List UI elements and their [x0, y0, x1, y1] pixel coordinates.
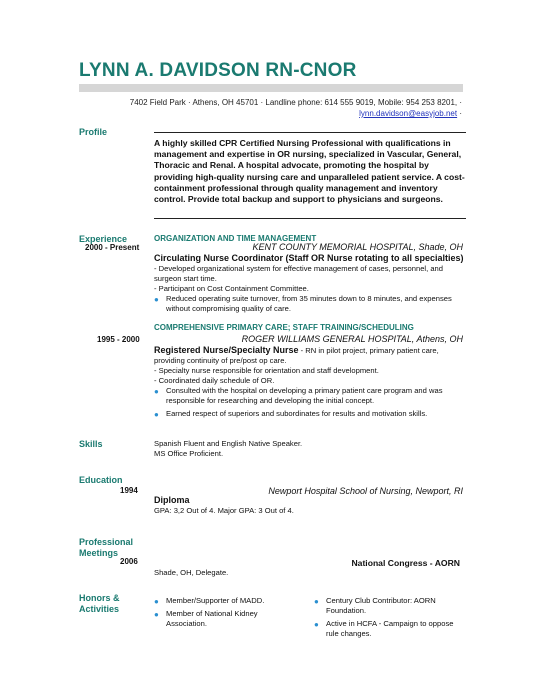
job-line: - Specialty nurse responsible for orientation and staff development.	[154, 366, 379, 375]
skills-heading: Skills	[79, 439, 103, 449]
job-line: - Coordinated daily schedule of OR.	[154, 376, 275, 385]
job-line: - Participant on Cost Containment Committee.	[154, 284, 309, 293]
meeting-date: 2006	[120, 557, 138, 566]
contact-block	[130, 97, 462, 119]
meeting-detail: Shade, OH, Delegate.	[154, 568, 229, 577]
bullet-icon: ●	[154, 410, 159, 419]
list-item: ● Consulted with the hospital on developing a primary patient care program and was responsible for researching and developing the initial concept.	[154, 386, 443, 405]
skills-text	[154, 439, 466, 459]
education-date: 1994	[120, 486, 138, 495]
list-item: ● Member/Supporter of MADD.	[154, 596, 265, 606]
profile-top-rule	[154, 132, 466, 133]
contact-line: 7402 Field Park · Athens, OH 45701 · Landline phone: 614 555 9019, Mobile: 954 253 8201, ·	[129, 98, 462, 107]
job-title: Registered Nurse/Specialty Nurse	[154, 345, 299, 355]
header-bar	[79, 84, 463, 92]
bullet-icon: ●	[154, 387, 159, 396]
bullet-icon: ●	[154, 610, 159, 619]
skill-line: Spanish Fluent and English Native Speaker.	[154, 439, 303, 448]
meeting-event: National Congress - AORN	[351, 558, 460, 568]
education-heading: Education	[79, 475, 123, 485]
list-item: ● Century Club Contributor: AORN Foundation.	[314, 596, 436, 615]
job-description	[154, 264, 466, 294]
honors-heading: Honors & Activities	[79, 593, 120, 614]
degree: Diploma	[154, 495, 190, 505]
bullet-icon: ●	[314, 620, 319, 629]
list-item: ● Member of National Kidney Association.	[154, 609, 258, 628]
job-bullets	[154, 386, 466, 422]
school-name: Newport Hospital School of Nursing, Newport, RI	[268, 486, 463, 496]
job-date: 2000 - Present	[85, 243, 140, 252]
honors-right-list	[314, 596, 464, 642]
job-bullets	[154, 294, 466, 317]
job-category: COMPREHENSIVE PRIMARY CARE; STAFF TRAINING/SCHEDULING	[154, 323, 414, 332]
email-link[interactable]: lynn.davidson@easyjob.net	[359, 109, 458, 118]
candidate-name: LYNN A. DAVIDSON RN-CNOR	[79, 60, 357, 81]
gpa: GPA: 3,2 Out of 4. Major GPA: 3 Out of 4.	[154, 506, 294, 515]
honors-left-list	[154, 596, 299, 632]
bullet-icon: ●	[154, 597, 159, 606]
list-item: ● Earned respect of superiors and subordinates for results and motivation skills.	[154, 409, 428, 419]
email-suffix: ·	[457, 109, 462, 118]
job-title: Circulating Nurse Coordinator (Staff OR Nurse rotating to all specialties)	[154, 253, 464, 263]
bullet-icon: ●	[314, 597, 319, 606]
experience-heading: Experience	[79, 234, 128, 244]
job-description	[154, 345, 466, 386]
job-date: 1995 - 2000	[97, 335, 140, 344]
meetings-heading: Professional Meetings	[79, 537, 134, 558]
job-employer: ROGER WILLIAMS GENERAL HOSPITAL, Athens, OH	[241, 334, 463, 344]
job-title-suffix: - RN in pilot project, primary patient care, providing continuity of pre/post op care.	[154, 346, 439, 365]
bullet-icon: ●	[154, 295, 159, 304]
job-category: ORGANIZATION AND TIME MANAGEMENT	[154, 234, 317, 243]
job-employer: KENT COUNTY MEMORIAL HOSPITAL, Shade, OH	[252, 242, 463, 252]
job-line: - Developed organizational system for effective management of cases, personnel, and surgeon start time.	[154, 264, 444, 283]
list-item: ● Active in HCFA - Campaign to oppose rule changes.	[314, 619, 454, 638]
list-item: ● Reduced operating suite turnover, from 35 minutes down to 8 minutes, and expenses without compromising quality of care.	[154, 294, 452, 313]
skill-line: MS Office Proficient.	[154, 449, 224, 458]
profile-heading: Profile	[79, 127, 108, 137]
profile-text: A highly skilled CPR Certified Nursing Professional with qualifications in management and expertise in OR nursing, specialized in Vascular, General, Thoracic and Renal. A hospital advocate, promoting the hospital by providing high-quality nursing care and unparalleled patient service. A cost-containment professional through quality management and inventory control. Provide total backup and support to physicians and surgeons.	[154, 138, 465, 205]
profile-bottom-rule	[154, 218, 466, 219]
